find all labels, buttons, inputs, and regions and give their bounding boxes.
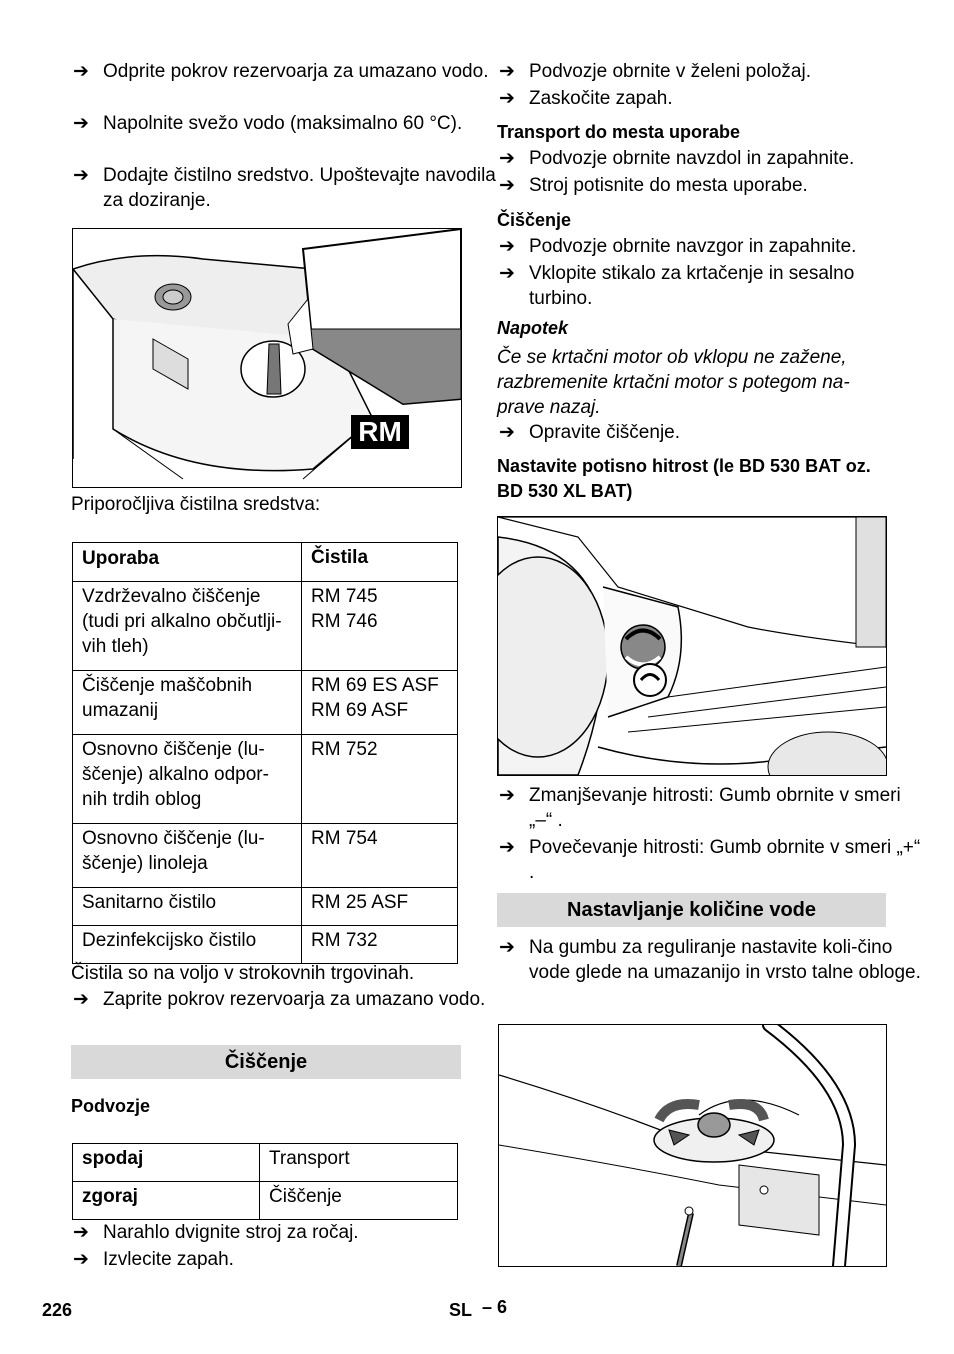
table-cell: RM 745 RM 746 [302,582,458,671]
table-cell: Sanitarno čistilo [73,888,302,926]
arrow-right-icon: ➔ [499,263,515,284]
arrow-right-icon: ➔ [73,61,89,82]
table-row [73,888,458,926]
arrow-right-icon: ➔ [499,785,515,806]
arrow-right-icon: ➔ [499,937,515,958]
arrow-right-icon: ➔ [499,88,515,109]
list-item: ➔ Zmanjševanje hitrosti: Gumb obrnite v smeri „–“ . [499,785,901,831]
language-code: SL [449,1300,473,1320]
recommended-text: Priporočljiva čistilna sredstva: [71,494,321,515]
table-row [73,1144,458,1182]
list-item: ➔ Izvlecite zapah. [73,1249,234,1270]
arrow-right-icon: ➔ [499,837,515,858]
table-row [73,671,458,735]
list-item: ➔ Podvozje obrnite v želeni položaj. [499,61,812,82]
arrow-right-icon: ➔ [73,165,89,186]
table-header-row [73,543,458,582]
table-cell: Čiščenje [260,1182,458,1220]
table-cell: Osnovno čiščenje (lu- ščenje) alkalno odpor- nih trdih oblog [73,735,302,824]
note-text: Če se krtačni motor ob vklopu ne zažene, razbremenite krtačni motor s potegom na- prave nazaj. [497,347,850,418]
table-row [73,582,458,671]
list-item: ➔ Opravite čiščenje. [499,422,681,443]
list-item: ➔ Na gumbu za reguliranje nastavite koli-čino vode glede na umazanijo in vrsto talne obloge. [499,937,921,983]
table-cell: RM 732 [302,926,458,964]
water-knob-illustration [498,1024,887,1267]
list-item: ➔ Stroj potisnite do mesta uporabe. [499,175,808,196]
table-cell: Čiščenje maščobnih umazanij [73,671,302,735]
subsection-title: Podvozje [71,1096,151,1116]
list-item: ➔ Povečevanje hitrosti: Gumb obrnite v smeri „+“ . [499,837,921,883]
note-title: Napotek [497,318,569,338]
table-cell: zgoraj [73,1182,260,1220]
table-cell: Transport [260,1144,458,1182]
arrow-right-icon: ➔ [73,1249,89,1270]
list-item: ➔ Podvozje obrnite navzgor in zapahnite. [499,236,857,257]
detergent-filling-illustration [72,228,462,488]
table-row [73,926,458,964]
page-number: 226 [42,1300,73,1320]
arrow-right-icon: ➔ [499,61,515,82]
table-cell: RM 752 [302,735,458,824]
rm-label: RM [358,416,402,447]
list-item: ➔ Podvozje obrnite navzdol in zapahnite. [499,148,855,169]
table-header: Čistila [302,543,458,582]
arrow-right-icon: ➔ [73,113,89,134]
list-item: ➔ Vklopite stikalo za krtačenje in sesalno turbino. [499,263,855,309]
list-item: ➔ Narahlo dvignite stroj za ročaj. [73,1222,359,1243]
table-cell: Osnovno čiščenje (lu- ščenje) linoleja [73,824,302,888]
subsection-title: Čiščenje [497,210,572,230]
chassis-table [72,1143,458,1220]
arrow-right-icon: ➔ [499,148,515,169]
list-item: ➔ Zaprite pokrov rezervoarja za umazano vodo. [73,989,486,1010]
table-cell: RM 25 ASF [302,888,458,926]
table-row [73,1182,458,1220]
speed-knob-illustration [497,516,887,776]
list-item: ➔ Odprite pokrov rezervoarja za umazano vodo. [73,61,489,82]
subsection-title: Nastavite potisno hitrost (le BD 530 BAT oz. BD 530 XL BAT) [497,456,871,501]
table-cell: Vzdrževalno čiščenje (tudi pri alkalno občutlji- vih tleh) [73,582,302,671]
table-cell: RM 754 [302,824,458,888]
arrow-right-icon: ➔ [73,989,89,1010]
list-item: ➔ Napolnite svežo vodo (maksimalno 60 °C). [73,113,463,134]
table-cell: spodaj [73,1144,260,1182]
detergent-table [72,542,458,964]
section-title: Čiščenje [71,1045,461,1079]
sub-page-number: – 6 [482,1297,508,1317]
table-cell: RM 69 ES ASF RM 69 ASF [302,671,458,735]
list-item: ➔ Zaskočite zapah. [499,88,673,109]
section-title: Nastavljanje količine vode [497,893,886,927]
arrow-right-icon: ➔ [499,175,515,196]
table-row [73,735,458,824]
table-header: Uporaba [73,543,302,582]
table-row [73,824,458,888]
arrow-right-icon: ➔ [73,1222,89,1243]
availability-text: Čistila so na voljo v strokovnih trgovinah. [71,963,415,984]
subsection-title: Transport do mesta uporabe [497,122,741,142]
table-cell: Dezinfekcijsko čistilo [73,926,302,964]
arrow-right-icon: ➔ [499,422,515,443]
list-item: ➔ Dodajte čistilno sredstvo. Upoštevajte navodila za doziranje. [73,165,496,211]
arrow-right-icon: ➔ [499,236,515,257]
